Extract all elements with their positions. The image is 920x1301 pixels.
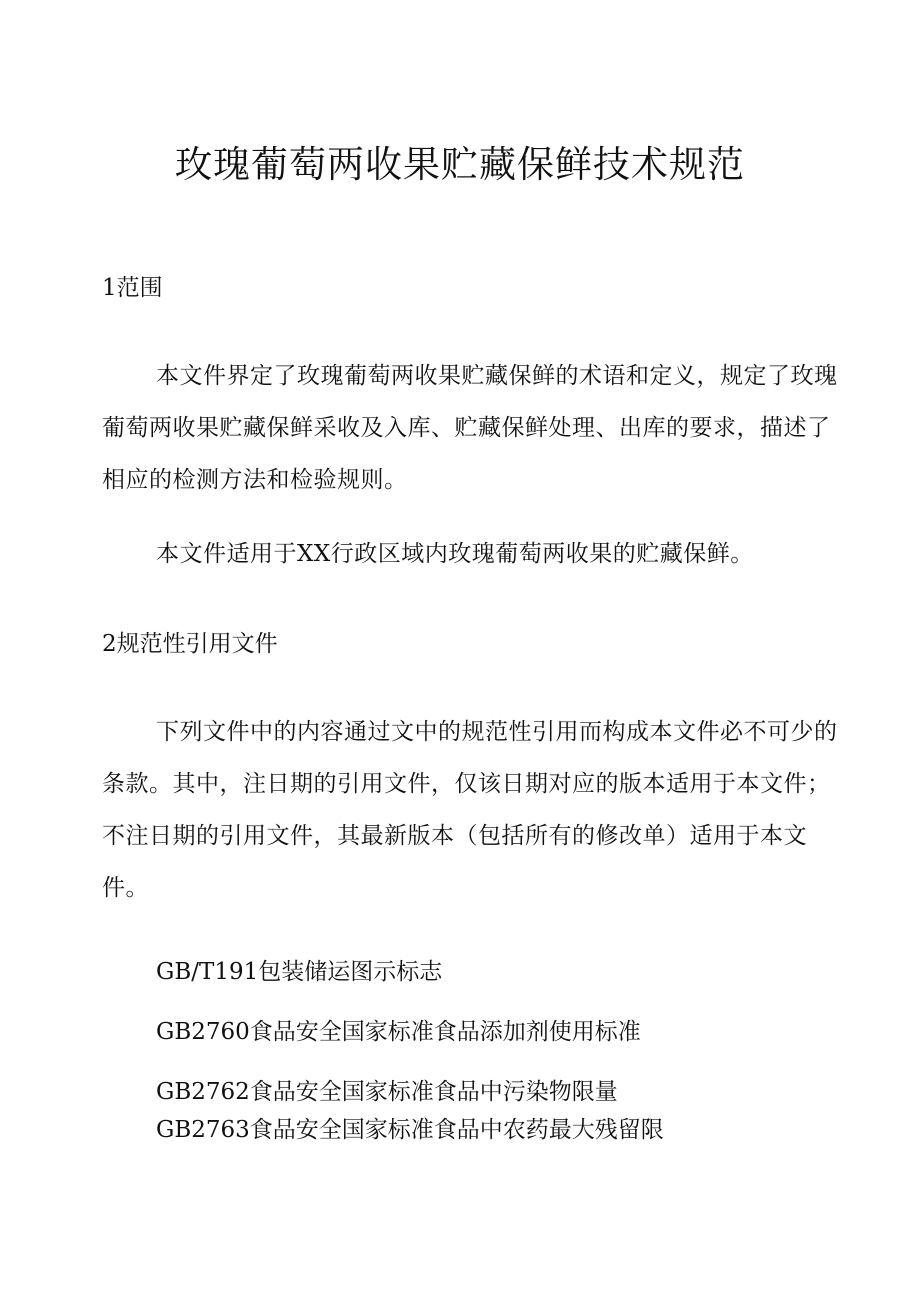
reference-item: GB2763食品安全国家标准食品中农药最大残留限 xyxy=(156,1117,664,1143)
section-heading-scope: 1范围 xyxy=(102,275,163,301)
scope-paragraph: 本文件界定了玫瑰葡萄两收果贮藏保鲜的术语和定义，规定了玫瑰葡萄两收果贮藏保鲜采收及入库、贮藏保鲜处理、出库的要求，描述了相应的检测方法和检验规则。 xyxy=(102,363,838,493)
references-intro-paragraph: 下列文件中的内容通过文中的规范性引用而构成本文件必不可少的条款。其中，注日期的引用文件，仅该日期对应的版本适用于本文件；不注日期的引用文件，其最新版本（包括所有的修改单）适用于本文件。 xyxy=(102,719,838,901)
reference-item: GB/T191包装储运图示标志 xyxy=(156,959,443,985)
reference-item: GB2760食品安全国家标准食品添加剂使用标准 xyxy=(156,1019,641,1045)
scope-applicability-paragraph: 本文件适用于XX行政区域内玫瑰葡萄两收果的贮藏保鲜。 xyxy=(156,541,754,567)
document-title: 玫瑰葡萄两收果贮藏保鲜技术规范 xyxy=(175,143,745,186)
reference-item: GB2762食品安全国家标准食品中污染物限量 xyxy=(156,1079,618,1105)
section-heading-normative-references: 2规范性引用文件 xyxy=(102,631,278,657)
